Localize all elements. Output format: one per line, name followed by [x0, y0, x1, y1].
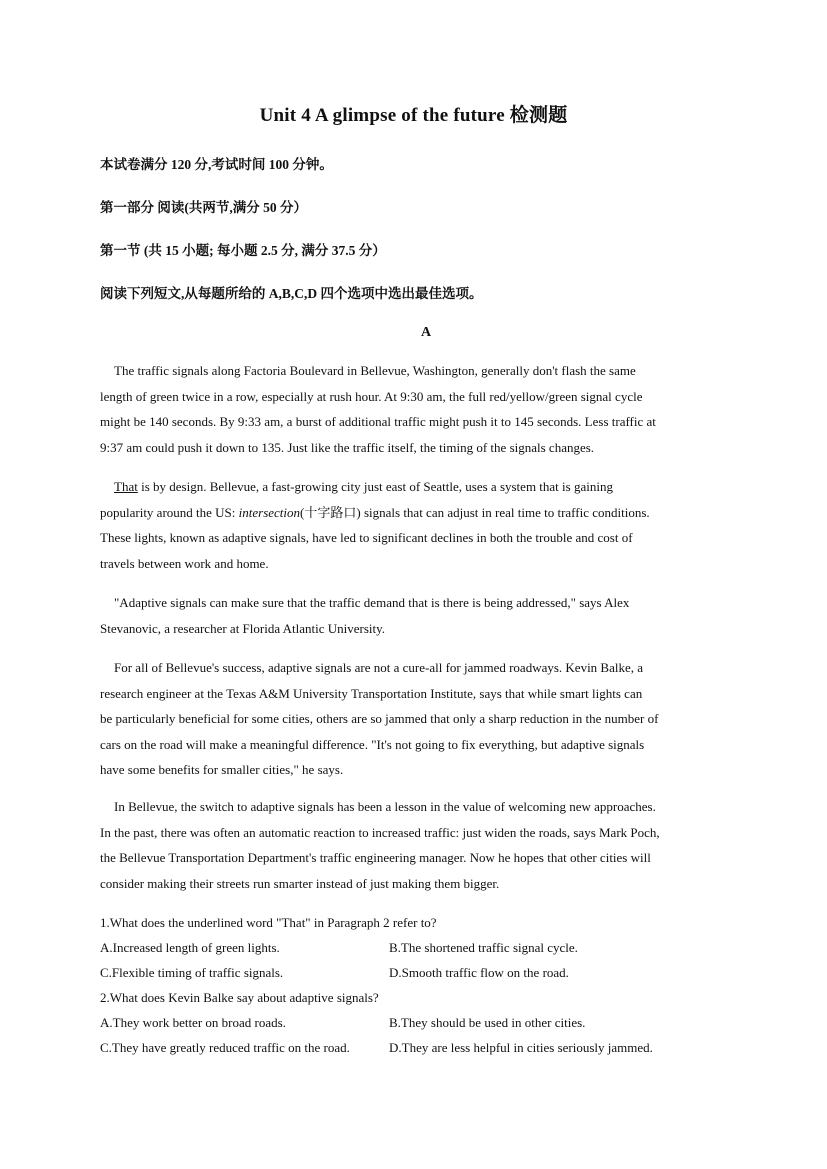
paragraph-line: The traffic signals along Factoria Boulevard in Bellevue, Washington, generally don't flash the same [114, 363, 636, 378]
paragraph-line: be particularly beneficial for some cities, others are so jammed that only a sharp reduction in the number of [100, 711, 659, 726]
question-2-option-b: B.They should be used in other cities. [389, 1015, 586, 1030]
section-one-heading: 第一节 (共 15 小题; 每小题 2.5 分, 满分 37.5 分） [100, 243, 386, 258]
paragraph-line: Stevanovic, a researcher at Florida Atlantic University. [100, 620, 386, 636]
document-title: Unit 4 A glimpse of the future 检测题 [259, 105, 568, 126]
paragraph-line: the Bellevue Transportation Department's traffic engineering manager. Now he hopes that other cities will [100, 850, 651, 865]
paragraph-4 [100, 655, 730, 783]
paragraph-line [100, 474, 730, 500]
reading-directions: 阅读下列短文,从每题所给的 A,B,C,D 四个选项中选出最佳选项。 [100, 286, 483, 301]
question-1-option-c: C.Flexible timing of traffic signals. [100, 965, 284, 980]
paragraph-text: (十字路口) signals that can adjust in real time to traffic conditions. [300, 504, 650, 520]
paragraph-line: might be 140 seconds. By 9:33 am, a burst of additional traffic might push it to 145 seconds. Less traffic at [100, 414, 656, 429]
question-2-option-a: A.They work better on broad roads. [100, 1015, 286, 1030]
question-2-option-c: C.They have greatly reduced traffic on the road. [100, 1040, 350, 1055]
paragraph-line: research engineer at the Texas A&M University Transportation Institute, says that while smart lights can [100, 685, 643, 701]
paragraph-line: length of green twice in a row, especially at rush hour. At 9:30 am, the full red/yellow/green signal cycle [100, 388, 643, 404]
part-one-heading: 第一部分 阅读(共两节,满分 50 分） [100, 200, 307, 215]
question-1-stem: 1.What does the underlined word "That" in Paragraph 2 refer to? [100, 915, 437, 930]
paragraph-text: is by design. Bellevue, a fast-growing city just east of Seattle, uses a system that is gaining [137, 479, 613, 494]
paragraph-1 [100, 358, 730, 460]
paragraph-line: travels between work and home. [100, 555, 269, 571]
paragraph-5 [100, 794, 730, 896]
paragraph-line: have some benefits for smaller cities," he says. [100, 762, 344, 777]
passage-letter: A [420, 325, 432, 340]
paragraph-line: In Bellevue, the switch to adaptive signals has been a lesson in the value of welcoming new approaches. [114, 799, 656, 814]
score-time-note: 本试卷满分 120 分,考试时间 100 分钟。 [100, 157, 333, 172]
question-2-option-d: D.They are less helpful in cities seriously jammed. [389, 1040, 653, 1055]
paragraph-line: For all of Bellevue's success, adaptive signals are not a cure-all for jammed roadways. Kevin Balke, a [114, 660, 644, 675]
paragraph-line: These lights, known as adaptive signals, have led to significant declines in both the trouble and cost of [100, 530, 633, 545]
paragraph-line [100, 500, 730, 526]
paragraph-2 [100, 474, 730, 576]
paragraph-line: In the past, there was often an automatic reaction to increased traffic: just widen the roads, says Mark Poch, [100, 824, 660, 840]
question-1-option-b: B.The shortened traffic signal cycle. [389, 940, 578, 955]
paragraph-3 [100, 590, 730, 641]
paragraph-line: 9:37 am could push it down to 135. Just like the traffic itself, the timing of the signals changes. [100, 439, 595, 455]
underlined-word-that: That [114, 479, 138, 494]
italic-term: intersection [238, 504, 301, 520]
question-1-option-d: D.Smooth traffic flow on the road. [389, 965, 569, 980]
question-1-option-a: A.Increased length of green lights. [100, 940, 280, 955]
question-2-stem: 2.What does Kevin Balke say about adaptive signals? [100, 990, 379, 1005]
paragraph-line: "Adaptive signals can make sure that the traffic demand that is there is being addressed," says Alex [114, 595, 630, 610]
paragraph-text: popularity around the US: [100, 504, 239, 520]
paragraph-line: consider making their streets run smarter instead of just making them bigger. [100, 875, 500, 891]
paragraph-line: cars on the road will make a meaningful difference. "It's not going to fix everything, but adaptive signals [100, 736, 645, 752]
